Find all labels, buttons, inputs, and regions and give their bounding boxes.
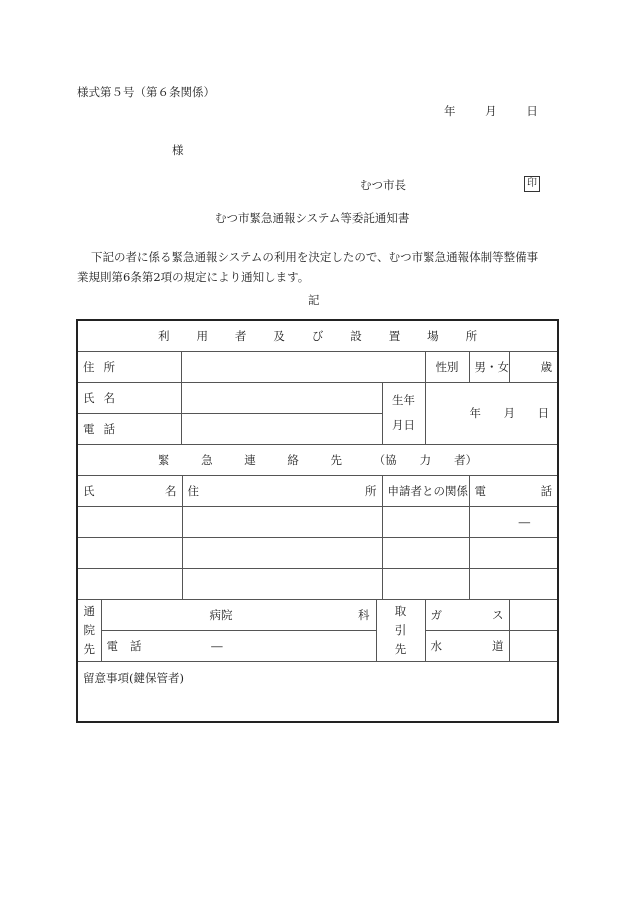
hospital-phone-dash: ―	[211, 638, 223, 653]
date-day-unit: 日	[526, 104, 538, 118]
contact-phone-cell[interactable]	[469, 537, 558, 568]
ki-mark: 記	[308, 293, 320, 307]
document-title: むつ市緊急通報システム等委託通知書	[215, 211, 410, 225]
emergency-contact-row	[77, 537, 558, 568]
col-address-label: 住 所	[187, 483, 377, 498]
body-text-line-2: 業規則第6条第2項の規定により通知します。	[77, 270, 310, 284]
emergency-contact-row	[77, 568, 558, 599]
date-year-unit: 年	[444, 104, 456, 118]
age-field[interactable]	[509, 351, 558, 382]
address-row	[77, 351, 558, 382]
emergency-section-header: 緊 急 連 絡 先 （協 力 者）	[158, 452, 478, 467]
gas-label: ガ ス	[430, 607, 504, 622]
birth-label: 生年 月日	[382, 382, 425, 444]
user-section-header: 利 用 者 及 び 設 置 場 所	[158, 328, 478, 343]
contact-relation-cell[interactable]	[382, 506, 469, 537]
col-relation-label: 申請者との関係	[382, 475, 469, 506]
emergency-section-header-row	[77, 444, 558, 475]
contact-name-cell[interactable]	[77, 568, 182, 599]
water-field[interactable]	[509, 630, 558, 661]
phone-dash: ―	[518, 514, 531, 529]
birth-date: 年 月 日	[469, 406, 550, 420]
contact-address-cell[interactable]	[182, 537, 382, 568]
hospital-supplier-row-1	[77, 599, 558, 630]
phone-label: 電 話	[83, 421, 115, 436]
contact-relation-cell[interactable]	[382, 537, 469, 568]
user-section-header-row	[77, 320, 558, 351]
seal-mark: 印	[524, 176, 540, 192]
contact-name-cell[interactable]	[77, 506, 182, 537]
addressee-suffix: 様	[172, 143, 184, 157]
col-name-label: 氏 名	[83, 483, 177, 498]
issuer: むつ市長	[360, 178, 406, 192]
name-label: 氏 名	[83, 390, 115, 405]
address-field[interactable]	[181, 351, 425, 382]
col-phone-label: 電 話	[474, 483, 553, 498]
notes-label: 留意事項(鍵保管者)	[83, 670, 184, 685]
name-row	[77, 382, 558, 413]
date-month-unit: 月	[485, 104, 497, 118]
supplier-label: 取 引 先	[376, 599, 425, 661]
gender-options[interactable]: 男・女	[469, 351, 509, 382]
gas-field[interactable]	[509, 599, 558, 630]
hospital-phone-label: 電 話	[106, 638, 142, 653]
contact-name-cell[interactable]	[77, 537, 182, 568]
water-label: 水 道	[430, 638, 504, 653]
department-text: 科	[358, 607, 370, 622]
body-text-line-1: 下記の者に係る緊急通報システムの利用を決定したので、むつ市緊急通報体制等整備事	[91, 250, 539, 264]
form-number: 様式第５号（第６条関係）	[77, 85, 215, 99]
contact-address-cell[interactable]	[182, 568, 382, 599]
phone-field[interactable]	[181, 413, 382, 444]
contact-phone-cell[interactable]	[469, 506, 558, 537]
hospital-phone-field[interactable]	[101, 630, 376, 661]
contact-relation-cell[interactable]	[382, 568, 469, 599]
hospital-supplier-row-2	[77, 630, 558, 661]
address-label: 住 所	[83, 359, 115, 374]
notes-field[interactable]	[77, 661, 558, 722]
gender-label: 性別	[425, 351, 469, 382]
emergency-columns-row	[77, 475, 558, 506]
name-field[interactable]	[181, 382, 382, 413]
contact-phone-cell[interactable]	[469, 568, 558, 599]
age-unit: 歳	[540, 359, 553, 374]
date-line	[444, 103, 538, 119]
hospital-label: 通 院 先	[77, 599, 101, 661]
hospital-name-field[interactable]	[101, 599, 376, 630]
notification-form-table	[76, 319, 559, 723]
contact-address-cell[interactable]	[182, 506, 382, 537]
birth-date-field[interactable]	[425, 382, 558, 444]
notes-row	[77, 661, 558, 722]
hospital-text: 病院	[209, 607, 233, 622]
emergency-contact-row	[77, 506, 558, 537]
